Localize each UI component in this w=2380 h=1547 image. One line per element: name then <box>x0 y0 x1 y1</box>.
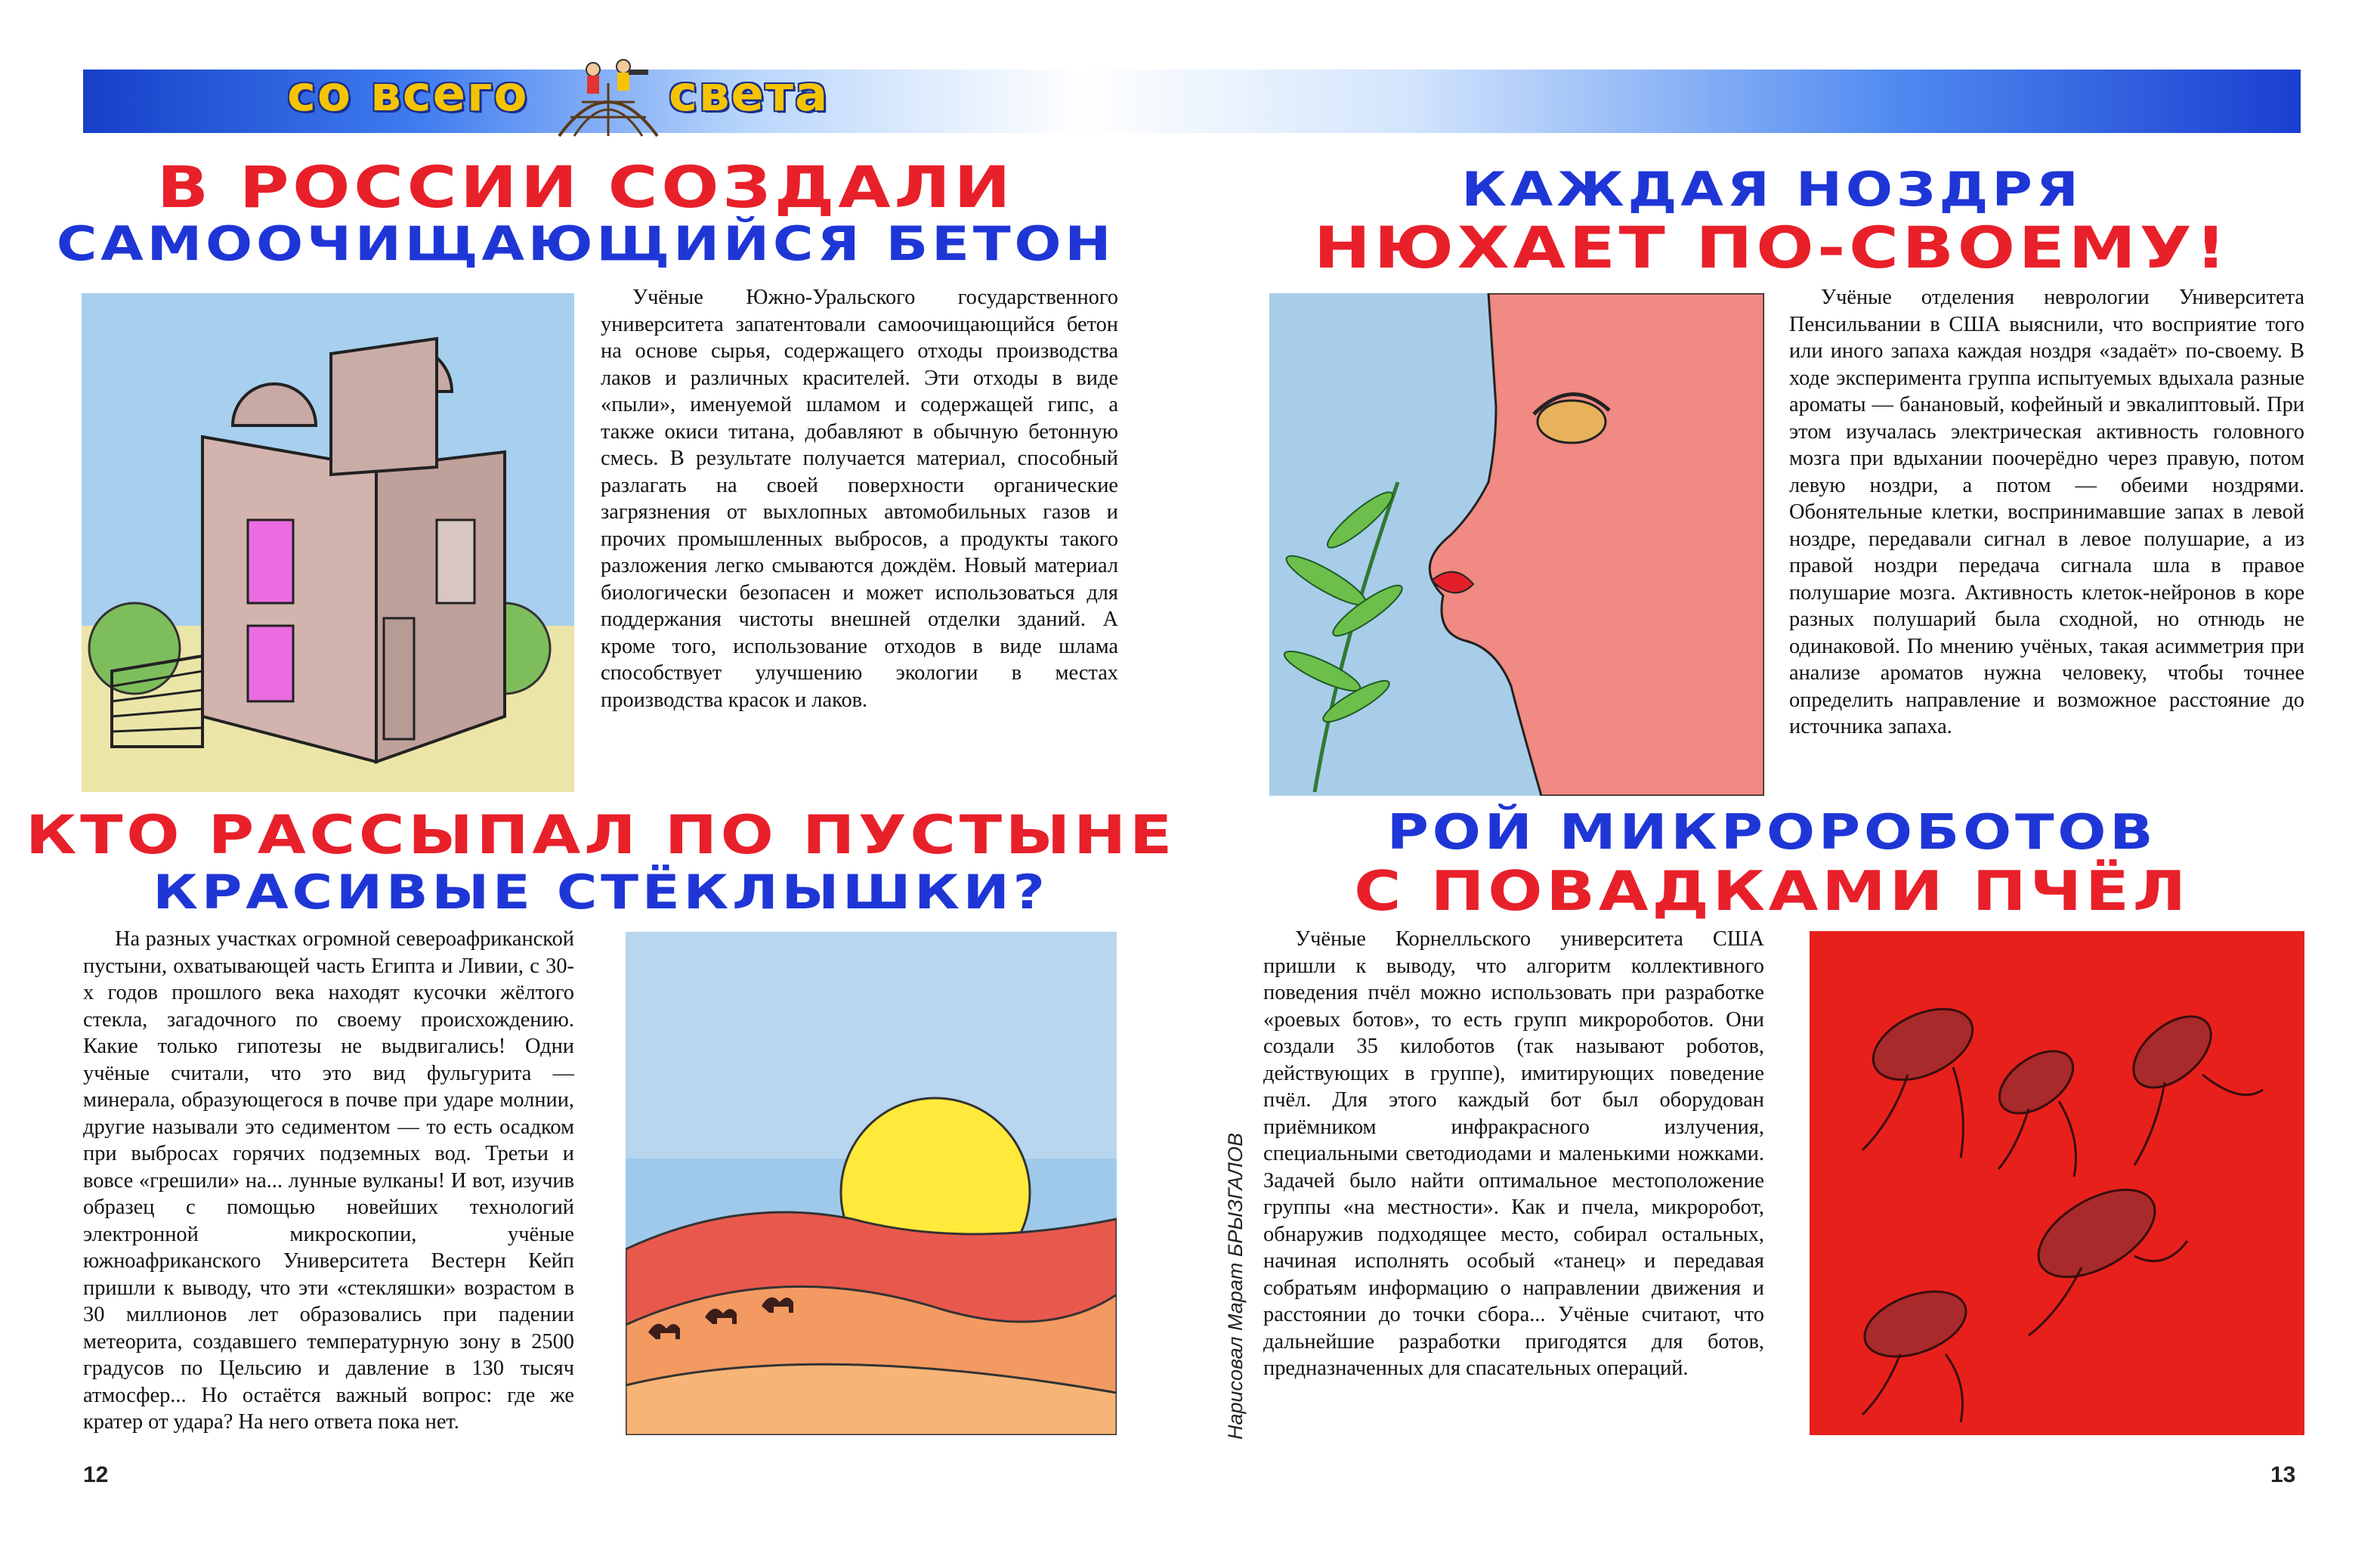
article-2-body: Учёные отделения неврологии Университета Пенсильвании в США выяснили, что восприятие того или иного запаха каждая ноздря «задаёт» по-своему. В ходе эксперимента группа испытуемых вдыхала разные ароматы — банановый, кофейный и эвкалиптовый. При этом изучалась электрическая активность головного мозга при вдыхании поочерёдно через правую, потом левую ноздри, а потом — обеими ноздрями. Обонятельные клетки, воспринимавшие запах в левой ноздре, передавали сигнал в левое полушарие, а из правой ноздри передача сигнала шла в правое полушарие мозга. Активность клеток-нейронов в коре разных полушарий была сходной, но отнюдь не одинаковой. По мнению учёных, такая асимметрия при анализе ароматов нужна человеку, чтобы точнее определить направление и возможное расстояние до источника запаха. <box>1789 286 2304 738</box>
illustrator-credit: Нарисовал Марат БРЫЗГАЛОВ <box>1224 1132 1247 1440</box>
section-logo <box>280 53 899 144</box>
logo-text-left: со всего <box>287 67 529 122</box>
face-illustration <box>1269 293 1764 796</box>
page-number-left: 12 <box>83 1462 109 1487</box>
article-3-body: На разных участках огромной североафриканской пустыни, охватывающей часть Египта и Ливии, с 30-х годов прошлого века находят кусочки жёлтого стекла, загадочного по своему происхождению. Какие только гипотезы не выдвигались! Одни учёные считали, что это вид фульгурита — минерала, образующегося в почве при ударе молнии, другие называли это седиментом — то есть осадком при выбросах горячих подземных вод. Третьи и вовсе «грешили» на... лунные вулканы! И вот, изучив образец с помощью новейших технологий электронной микроскопии, учёные южноафриканского Университета Вестерн Кейп пришли к выводу, что эти «стекляшки» возрастом в 30 миллионов лет образовались при падении метеорита, создавшего температурную зону в 2500 градусов по Цельсию и давление в 130 тысяч атмосфер... Но остаётся важный вопрос: где же кратер от удара? На него ответа пока нет. <box>83 927 574 1434</box>
article-2-title-line2: НЮХАЕТ ПО-СВОЕМУ! <box>1313 214 2230 281</box>
building-illustration <box>82 293 574 792</box>
article-1-title-line2: САМООЧИЩАЮЩИЙСЯ БЕТОН <box>56 216 1115 271</box>
article-1-title-line1: В РОССИИ СОЗДАЛИ <box>156 153 1015 221</box>
article-2-title-line1: КАЖДАЯ НОЗДРЯ <box>1461 162 2082 217</box>
logo-text-right: света <box>669 67 830 122</box>
article-4-body: Учёные Корнелльского университета США пришли к выводу, что алгоритм коллективного поведения пчёл можно использовать при разработке «роевых ботов», то есть групп микророботов. Они создали 35 килоботов (так называют роботов, действующих в группе), имитирующих поведение пчёл. Для этого каждый бот был оборудован приёмником инфракрасного излучения, специальными светодиодами и маленькими ножками. Задачей было найти оптимальное местоположение группы «на местности». Как и пчела, микроробот, обнаружив подходящее место, собирал остальных, начиная исполнять особый «танец» и передавая собратьям информацию о направлении движения и расстоянии до точки сбора... Учёные считают, что дальнейшие разработки пригодятся для ботов, предназначенных для спасательных операций. <box>1263 927 1764 1380</box>
article-1-body: Учёные Южно-Уральского государственного университета запатентовали самоочищающийся бетон на основе сырья, содержащего отходы производства лаков и различных красителей. Эти отходы в виде «пыли», именуемой шламом и содержащей гипс, а также окиси титана, добавляют в обычную бетонную смесь. В результате получается материал, способный разлагать на своей поверхности органические загрязнения от выхлопных автомобильных газов и прочих промышленных выбросов, а продукты такого разложения легко смываются дождём. Новый материал биологически безопасен и может использоваться для поддержания чистоты внешней отделки зданий. А кроме того, использование отходов в виде шлама способствует улучшению экологии в местах производства красок и лаков. <box>601 286 1118 712</box>
page-number-right: 13 <box>2270 1462 2296 1487</box>
desert-illustration <box>626 932 1117 1435</box>
globe-kids-icon <box>552 53 665 144</box>
article-3-title-line1: КТО РАССЫПАЛ ПО ПУСТЫНЕ <box>25 804 1176 866</box>
article-4-title-line1: РОЙ МИКРОРОБОТОВ <box>1386 805 2157 861</box>
robots-illustration <box>1810 931 2304 1435</box>
article-4-title-line2: С ПОВАДКАМИ ПЧЁЛ <box>1354 859 2190 923</box>
article-3-title-line2: КРАСИВЫЕ СТЁКЛЫШКИ? <box>153 865 1049 920</box>
